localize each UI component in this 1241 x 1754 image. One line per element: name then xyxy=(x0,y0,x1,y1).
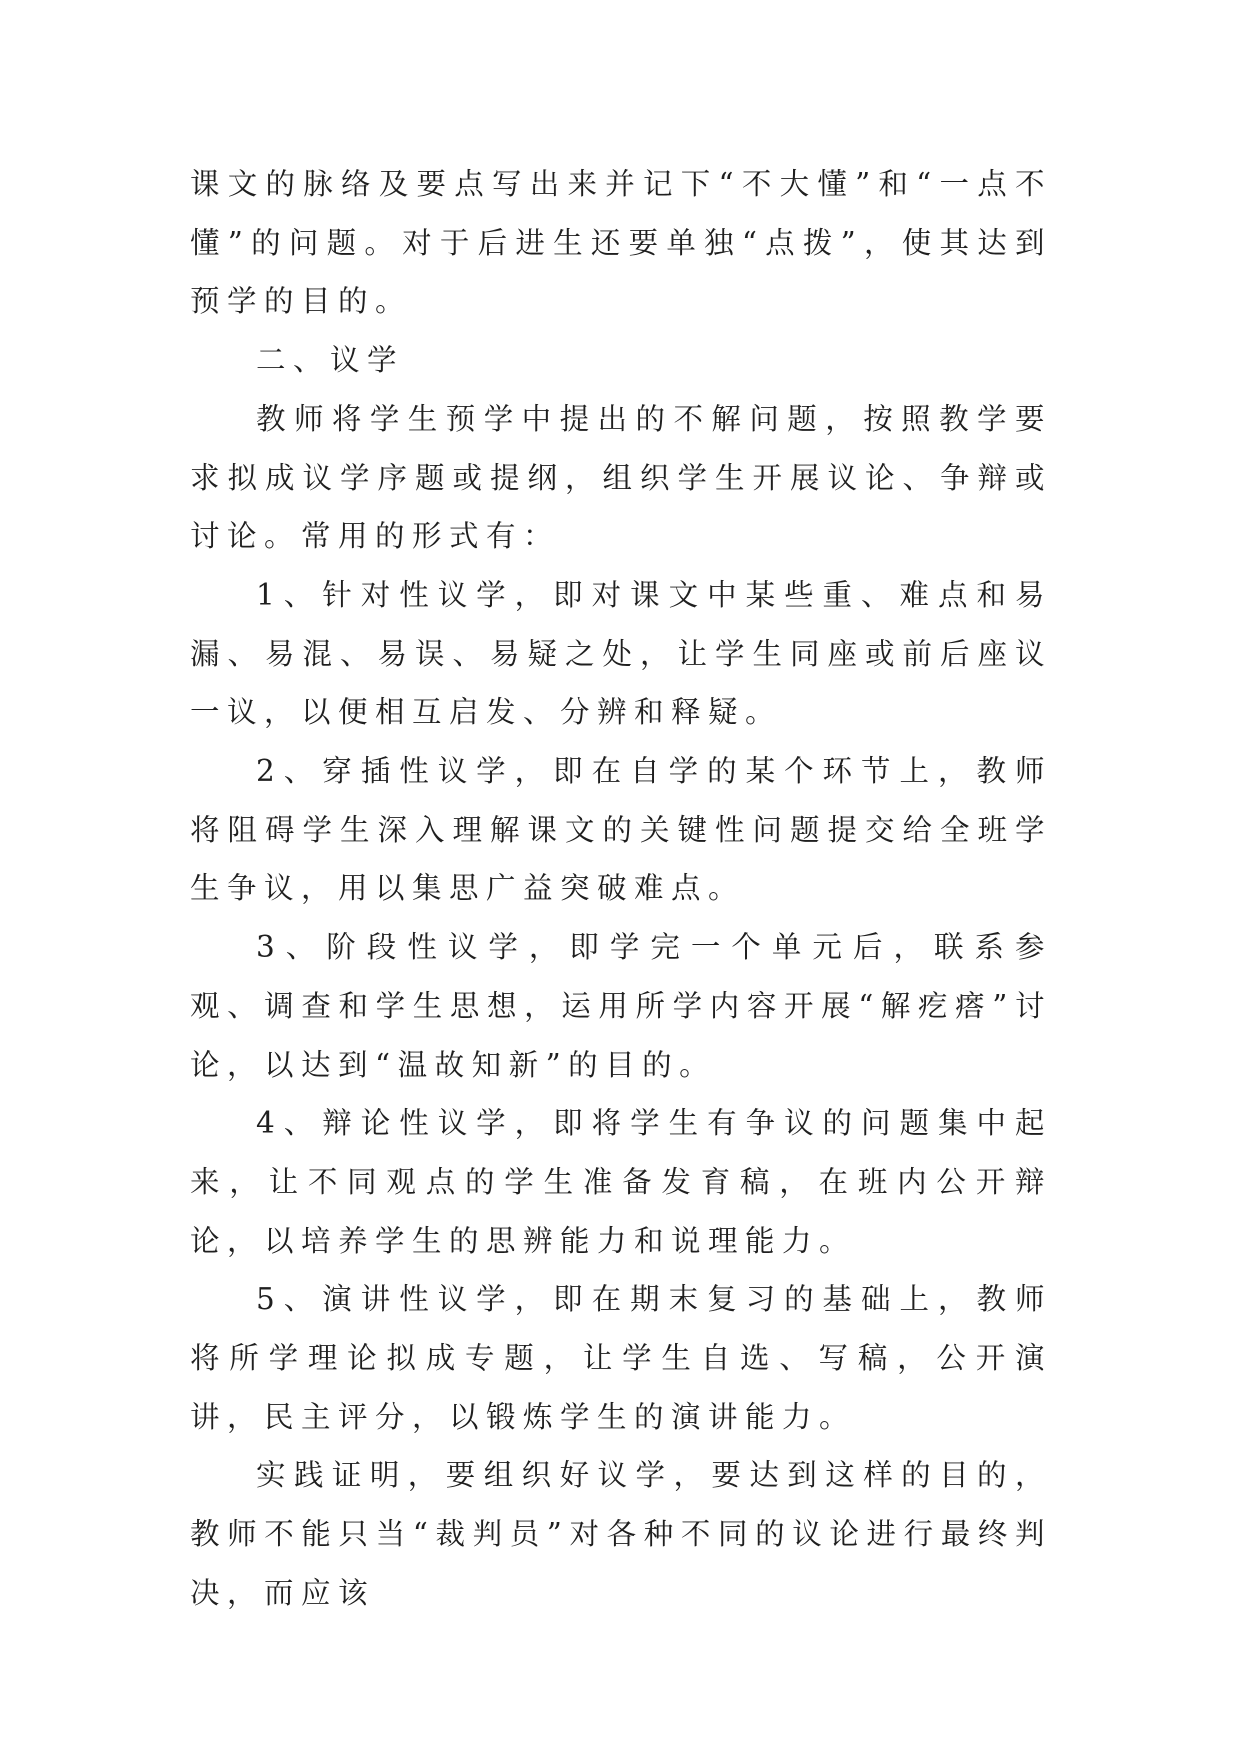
list-item-2: 2、穿插性议学，即在自学的某个环节上，教师将阻碍学生深入理解课文的关键性问题提交给全班学生争议，用以集思广益突破难点。 xyxy=(190,754,1052,906)
list-item-5: 5、演讲性议学，即在期末复习的基础上，教师将所学理论拟成专题，让学生自选、写稿，公开演讲，民主评分，以锻炼学生的演讲能力。 xyxy=(190,1282,1052,1434)
paragraph: 教师将学生预学中提出的不解问题，按照教学要求拟成议学序题或提纲，组织学生开展议论、争辩或讨论。常用的形式有： xyxy=(190,401,1052,554)
paragraph: 实践证明，要组织好议学，要达到这样的目的，教师不能只当“裁判员”对各种不同的议论进行最终判决，而应该 xyxy=(190,1458,1052,1610)
list-item-3: 3、阶段性议学，即学完一个单元后，联系参观、调查和学生思想，运用所学内容开展“解疙瘩”讨论，以达到“温故知新”的目的。 xyxy=(190,930,1052,1082)
section-heading: 二、议学 xyxy=(256,343,405,378)
list-item-1: 1、针对性议学，即对课文中某些重、难点和易漏、易混、易误、易疑之处，让学生同座或前后座议一议，以便相互启发、分辨和释疑。 xyxy=(190,577,1052,730)
document-body xyxy=(190,155,1052,1623)
list-item-4: 4、辩论性议学，即将学生有争议的问题集中起来，让不同观点的学生准备发育稿，在班内公开辩论，以培养学生的思辨能力和说理能力。 xyxy=(190,1106,1052,1258)
paragraph-continuation: 课文的脉络及要点写出来并记下“不大懂”和“一点不懂”的问题。对于后进生还要单独“点拨”，使其达到预学的目的。 xyxy=(190,167,1052,319)
